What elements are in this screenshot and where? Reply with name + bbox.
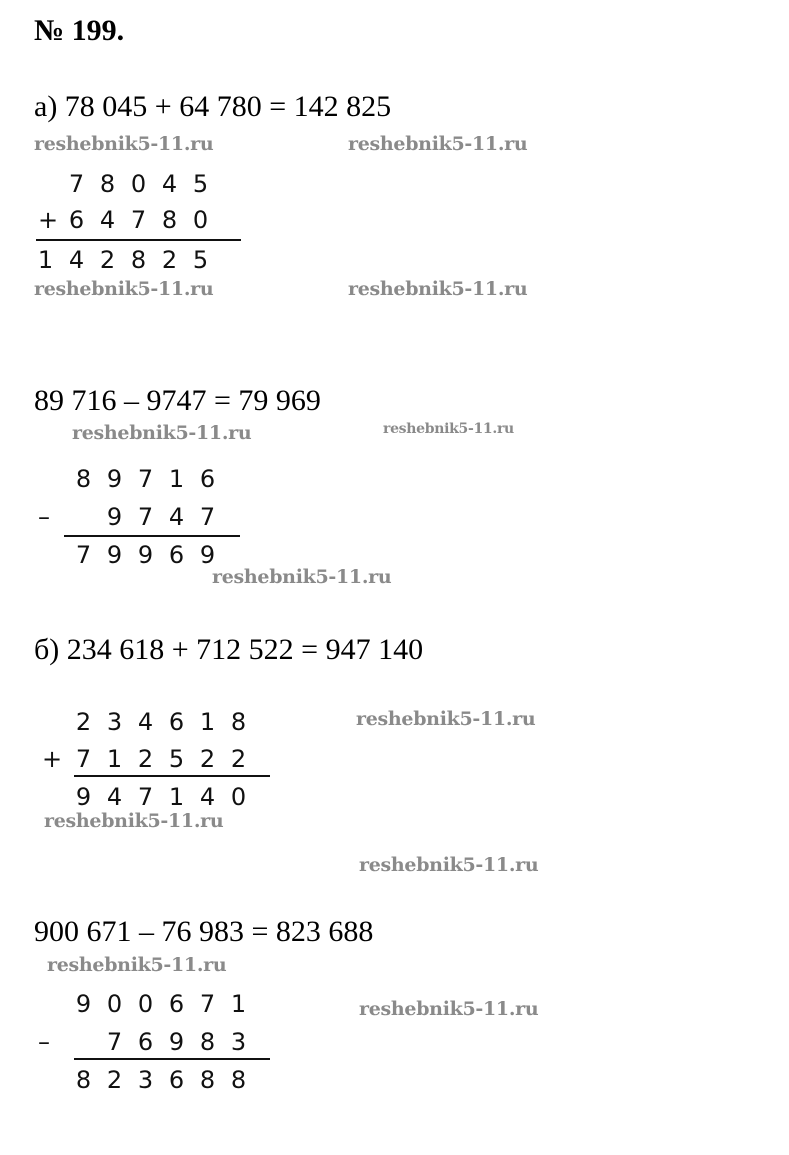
column-result: 7 9 9 6 9: [75, 541, 216, 569]
watermark-text: reshebnik5-11.ru: [72, 422, 252, 444]
equation-a1: а) 78 045 + 64 780 = 142 825: [34, 90, 392, 123]
watermark-text: reshebnik5-11.ru: [34, 278, 214, 300]
watermark-text: reshebnik5-11.ru: [383, 421, 514, 437]
minus-sign: –: [38, 1028, 50, 1056]
equation-a2: 89 716 – 9747 = 79 969: [34, 384, 321, 417]
column-bottom-number: 7 6 9 8 3: [106, 1028, 247, 1056]
plus-sign: +: [42, 745, 63, 773]
difference-line: [64, 535, 240, 537]
minus-sign: –: [38, 503, 50, 531]
column-result: 8 2 3 6 8 8: [75, 1066, 247, 1094]
column-result: 9 4 7 1 4 0: [75, 783, 247, 811]
equation-b1: б) 234 618 + 712 522 = 947 140: [34, 633, 424, 666]
watermark-text: reshebnik5-11.ru: [348, 133, 528, 155]
difference-line: [74, 1058, 270, 1060]
watermark-text: reshebnik5-11.ru: [212, 566, 392, 588]
column-top-number: 8 9 7 1 6: [75, 465, 216, 493]
watermark-text: reshebnik5-11.ru: [359, 998, 539, 1020]
column-top-number: 2 3 4 6 1 8: [75, 708, 247, 736]
column-bottom-number: 9 7 4 7: [106, 503, 216, 531]
watermark-text: reshebnik5-11.ru: [47, 954, 227, 976]
watermark-text: reshebnik5-11.ru: [34, 133, 214, 155]
column-result: 1 4 2 8 2 5: [37, 246, 209, 274]
equation-b2: 900 671 – 76 983 = 823 688: [34, 915, 374, 948]
watermark-text: reshebnik5-11.ru: [356, 708, 536, 730]
watermark-text: reshebnik5-11.ru: [348, 278, 528, 300]
column-bottom-number: 6 4 7 8 0: [68, 206, 209, 234]
exercise-number: № 199.: [34, 14, 125, 47]
column-bottom-number: 7 1 2 5 2 2: [75, 745, 247, 773]
sum-line: [36, 239, 241, 241]
watermark-text: reshebnik5-11.ru: [44, 810, 224, 832]
plus-sign: +: [38, 206, 59, 234]
column-top-number: 7 8 0 4 5: [68, 170, 209, 198]
watermark-text: reshebnik5-11.ru: [359, 854, 539, 876]
column-top-number: 9 0 0 6 7 1: [75, 990, 247, 1018]
sum-line: [74, 775, 270, 777]
